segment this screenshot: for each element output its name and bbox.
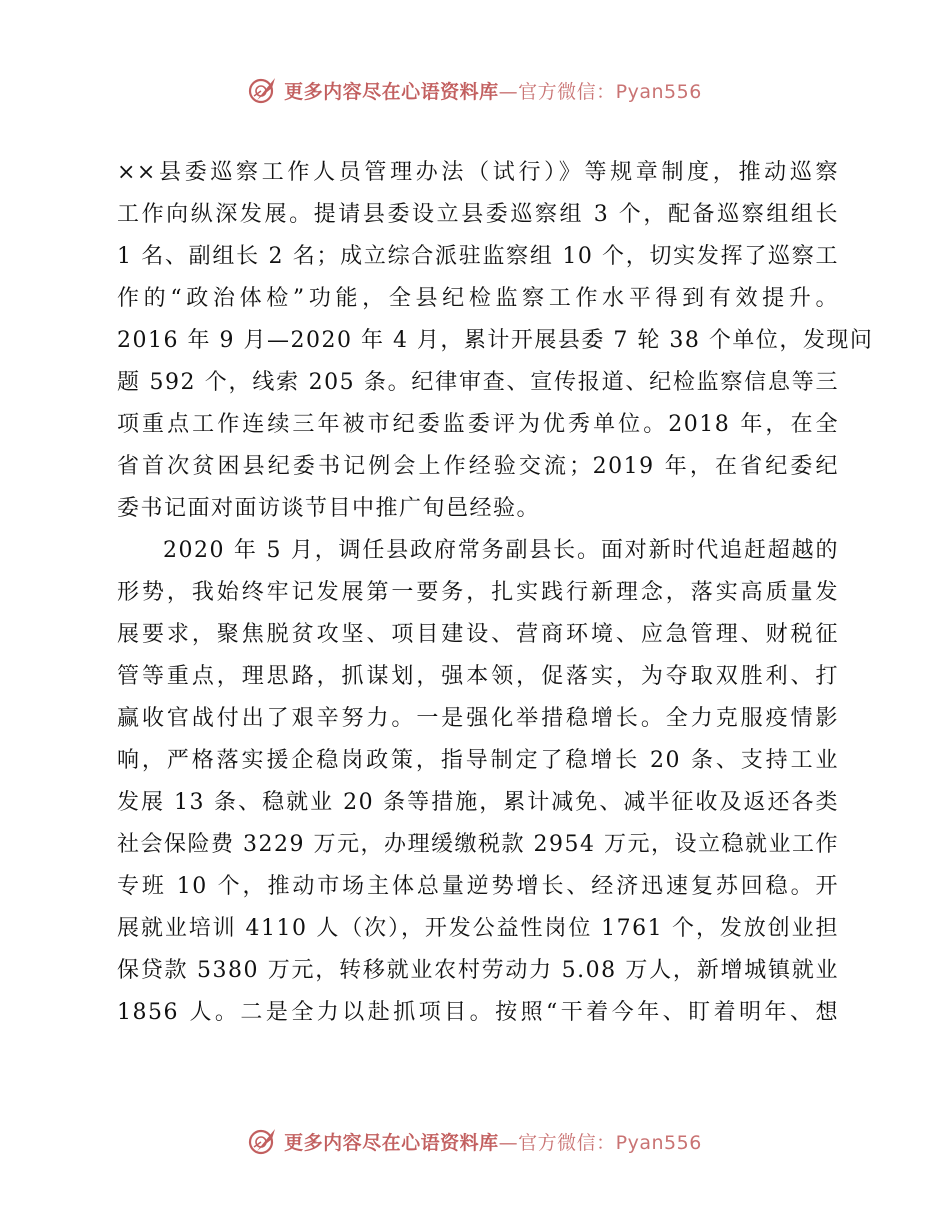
text-line: 1856 人。二是全力以赴抓项目。按照“干着今年、盯着明年、想 — [117, 1000, 839, 1025]
text-line: 作的“政治体检”功能，全县纪检监察工作水平得到有效提升。 — [117, 286, 839, 311]
text-line: 2020 年 5 月，调任县政府常务副县长。面对新时代追赶超越的 — [163, 538, 839, 563]
text-line: 发展 13 条、稳就业 20 条等措施，累计减免、减半征收及返还各类 — [117, 790, 839, 815]
text-line: 形势，我始终牢记发展第一要务，扎实践行新理念，落实高质量发 — [117, 580, 839, 605]
text-line: 展要求，聚焦脱贫攻坚、项目建设、营商环境、应急管理、财税征 — [117, 622, 839, 647]
text-line: 管等重点，理思路，抓谋划，强本领，促落实，为夺取双胜利、打 — [117, 664, 839, 689]
text-line: 展就业培训 4110 人（次），开发公益性岗位 1761 个，发放创业担 — [117, 916, 839, 941]
text-line: ××县委巡察工作人员管理办法（试行）》等规章制度，推动巡察 — [117, 160, 839, 185]
text-line: 赢收官战付出了艰辛努力。一是强化举措稳增长。全力克服疫情影 — [117, 706, 839, 731]
text-line: 省首次贫困县纪委书记例会上作经验交流；2019 年，在省纪委纪 — [117, 454, 839, 479]
text-line: 2016 年 9 月—2020 年 4 月，累计开展县委 7 轮 38 个单位，发现问 — [117, 328, 874, 353]
paragraph — [117, 152, 874, 530]
document-body — [117, 152, 874, 1034]
watermark-text: 更多内容尽在心语资料库—官方微信：Pyan556 — [284, 1131, 702, 1154]
text-line: 题 592 个，线索 205 条。纪律审查、宣传报道、纪检监察信息等三 — [117, 370, 839, 395]
paragraph — [117, 530, 839, 1034]
text-line: 项重点工作连续三年被市纪委监委评为优秀单位。2018 年，在全 — [117, 412, 839, 437]
text-line: 专班 10 个，推动市场主体总量逆势增长、经济迅速复苏回稳。开 — [117, 874, 839, 899]
watermark-header — [0, 70, 950, 110]
watermark-text: 更多内容尽在心语资料库—官方微信：Pyan556 — [284, 80, 702, 103]
text-line: 委书记面对面访谈节目中推广旬邑经验。 — [117, 496, 541, 521]
text-line: 响，严格落实援企稳岗政策，指导制定了稳增长 20 条、支持工业 — [117, 748, 839, 773]
text-line: 1 名、副组长 2 名；成立综合派驻监察组 10 个，切实发挥了巡察工 — [117, 244, 839, 269]
text-line: 工作向纵深发展。提请县委设立县委巡察组 3 个，配备巡察组组长 — [117, 202, 839, 227]
quill-logo-icon — [248, 75, 278, 105]
quill-logo-icon — [248, 1126, 278, 1156]
watermark-footer — [0, 1121, 950, 1161]
text-line: 社会保险费 3229 万元，办理缓缴税款 2954 万元，设立稳就业工作 — [117, 832, 839, 857]
text-line: 保贷款 5380 万元，转移就业农村劳动力 5.08 万人，新增城镇就业 — [117, 958, 839, 983]
